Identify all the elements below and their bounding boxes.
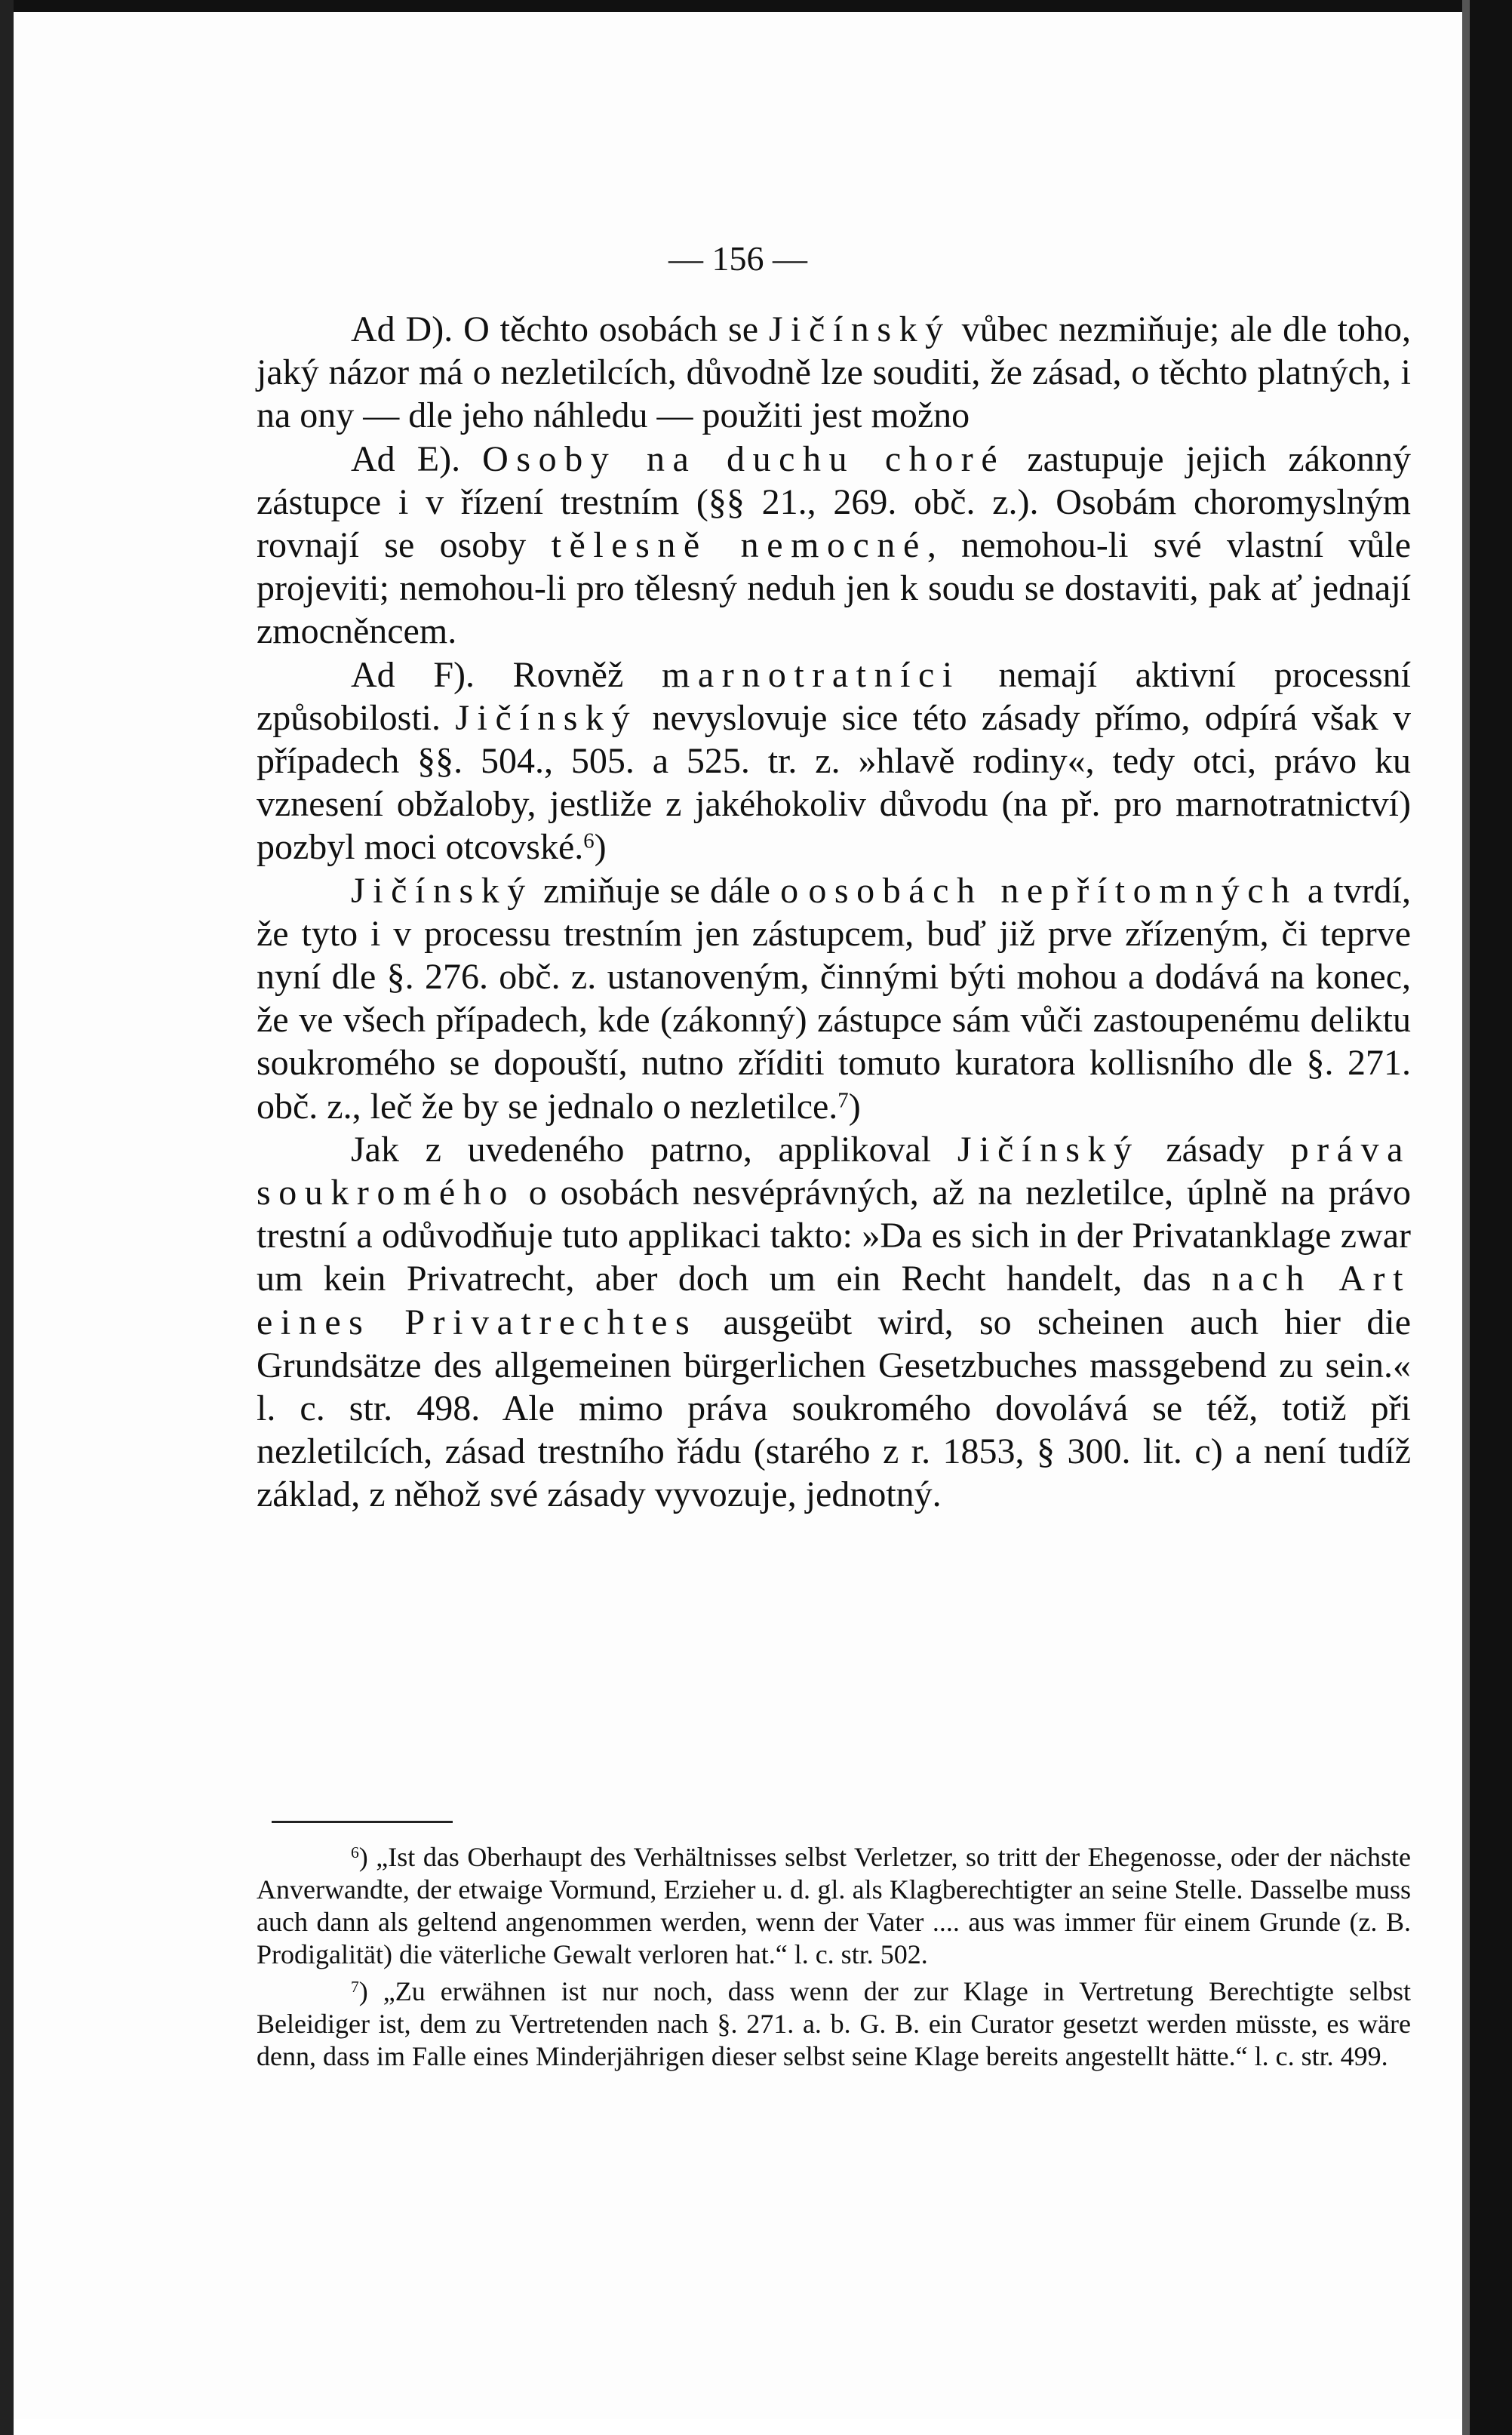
paragraph-ad-f <box>257 653 1411 869</box>
text-run: ) <box>594 827 607 868</box>
paragraph-zaver <box>257 1128 1411 1517</box>
paragraph-nepritomni <box>257 869 1411 1128</box>
text-run: ) <box>848 1086 861 1127</box>
text-run: zastupuje jejich zákonný zástupce i v řízení trestním (§§ 21., 269. obč. z.). Osobám choromyslným rovnají se osoby <box>257 438 1412 566</box>
text-run: ) „Ist das Oberhaupt des Verhältnisses selbst Verletzer, so tritt der Ehegenosse, oder der nächste Anverwandte, der etwaige Vormund, Erzieher u. d. gl. als Klagberechtigter an seine Stelle. Dasselbe muss auch dann als geltend angenommen werden, wenn der Vater .... aus was immer für einem Grunde (z. B. Prodigalität) die väterliche Gewalt verloren hat.“ l. c. str. 502. <box>257 1842 1411 1969</box>
footnote-reference: 7 <box>837 1088 849 1113</box>
spaced-emphasis: Osoby na duchu choré <box>482 438 1006 479</box>
spaced-emphasis: tělesně nemocné <box>551 525 927 566</box>
text-run: nemají aktivní processní způsobilosti. <box>257 654 1411 738</box>
spaced-emphasis: nach Art eines Privatrechtes <box>257 1259 1411 1342</box>
page-number: — 156 — <box>668 239 807 278</box>
paragraph-ad-e <box>257 438 1411 653</box>
footnote-separator <box>272 1821 453 1823</box>
spaced-emphasis: práva soukromého <box>257 1129 1412 1213</box>
spaced-emphasis: Jičínský <box>455 697 638 738</box>
footnote-reference: 7 <box>351 1978 359 1997</box>
text-run: ) „Zu erwähnen ist nur noch, dass wenn der zur Klage in Vertretung Berechtigte selbst Beleidiger ist, dem zu Vertretenden nach §. 271. a. b. G. B. ein Curator gesetzt werden müsste, es wäre denn, dass im Falle eines Minderjährigen dieser selbst seine Klage bereits angestellt hätte.“ l. c. str. 499. <box>257 1976 1411 2071</box>
paragraph-ad-d <box>257 308 1411 438</box>
spaced-emphasis: osobách nepřítomných <box>808 870 1298 911</box>
main-text <box>257 308 1411 1517</box>
spaced-emphasis: Jičínský <box>957 1129 1140 1170</box>
text-run: , nemohou-li své vlastní vůle projeviti; nemohou-li pro tělesný neduh jen k soudu se dostaviti, pak ať jednají zmocněncem. <box>257 525 1411 652</box>
text-run: Jak z uvedeného patrno, applikoval <box>351 1129 957 1170</box>
text-run: zmiňuje se dále o <box>533 870 809 911</box>
footnote-fn6 <box>257 1841 1411 1971</box>
text-run: ausgeübt wird, so scheinen auch hier die Grundsätze des allgemeinen bürgerlichen Gesetzbuches massgebend zu sein.« l. c. str. 498. Ale mimo práva soukromého dovolává se též, totiž při nezletilcích, zásad trestního řádu (starého z r. 1853, § 300. lit. c) a není tudíž základ, z něhož své zásady vyvozuje, jednotný. <box>257 1302 1411 1515</box>
text-run: Ad F). Rovněž <box>351 654 662 695</box>
text-run: zásady <box>1139 1129 1291 1170</box>
scan-border-right <box>1470 0 1512 2435</box>
text-run: a tvrdí, že tyto i v processu trestním jen zástupcem, buď již prve zřízeným, či teprve nyní dle §. 276. obč. z. ustanoveným, činnými býti mohou a dodává na konec, že ve všech případech, kde (zákonný) zástupce sám vůči zastoupenému deliktu soukromého se dopouští, nutno zříditi tomuto kuratora kollisního dle §. 271. obč. z., leč že by se jednalo o nezletilce. <box>257 870 1412 1127</box>
footnote-reference: 6 <box>583 829 595 854</box>
scan-border-left <box>0 0 14 2435</box>
scan-border-top <box>0 0 1512 12</box>
text-run: vůbec nezmiňuje; ale dle toho, jaký názor má o nezletilcích, důvodně lze souditi, že zásad, o těchto platných, i na ony — dle jeho náhledu — použiti jest možno <box>257 309 1411 436</box>
spaced-emphasis: marnotratníci <box>661 654 960 695</box>
scan-border-right-shadow <box>1462 0 1470 2435</box>
spaced-emphasis: Jičínský <box>768 309 951 349</box>
text-run: Ad D). O těchto osobách se <box>351 309 769 349</box>
text-run: o osobách nesvéprávných, až na nezletilce, úplně na právo trestní a odůvodňuje tuto applikaci takto: »Da es sich in der Privatanklage zwar um kein Privatrecht, aber doch um ein Recht handelt, das <box>257 1173 1411 1299</box>
text-run: Ad E). <box>351 438 483 479</box>
spaced-emphasis: Jičínský <box>351 870 533 911</box>
footnotes <box>257 1841 1411 2077</box>
text-run: nevyslovuje sice této zásady přímo, odpírá však v případech §§. 504., 505. a 525. tr. z. »hlavě rodiny«, tedy otci, právo ku vznesení obžaloby, jestliže z jakéhokoliv důvodu (na př. pro marnotratnictví) pozbyl moci otcovské. <box>257 697 1411 868</box>
footnote-fn7 <box>257 1975 1411 2073</box>
footnote-reference: 6 <box>351 1843 359 1862</box>
